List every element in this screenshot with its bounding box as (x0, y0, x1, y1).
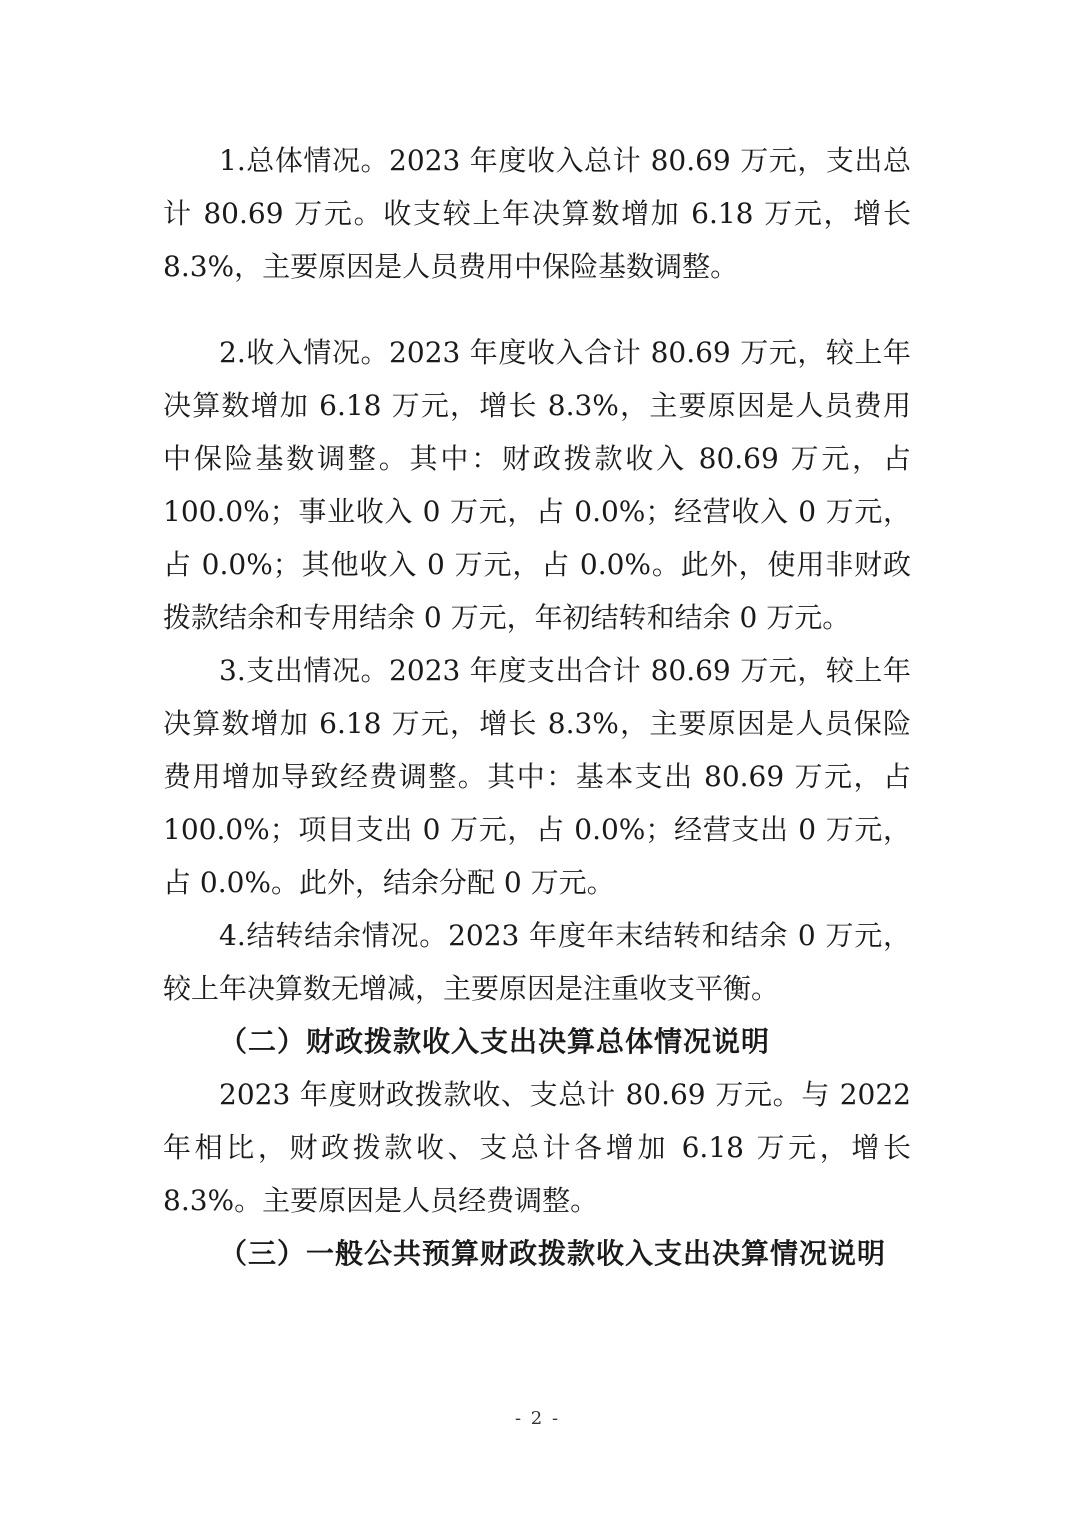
paragraph-carryover: 4.结转结余情况。2023 年度年末结转和结余 0 万元，较上年决算数无增减，主要原因是注重收支平衡。 (163, 919, 911, 1005)
paragraph-income: 2.收入情况。2023 年度收入合计 80.69 万元，较上年决算数增加 6.18 万元，增长 8.3%，主要原因是人员费用中保险基数调整。其中：财政拨款收入 80.69 万元，占 100.0%；事业收入 0 万元，占 0.0%；经营收入 0 万元，占 0.0%；其他收入 0 万元，占 0.0%。此外，使用非财政拨款结余和专用结余 0 万元，年初结转和结余 0 万元。 (163, 336, 911, 634)
paragraph-expenditure: 3.支出情况。2023 年度支出合计 80.69 万元，较上年决算数增加 6.18 万元，增长 8.3%，主要原因是人员保险费用增加导致经费调整。其中：基本支出 80.69 万元，占 100.0%；项目支出 0 万元，占 0.0%；经营支出 0 万元，占 0.0%。此外，结余分配 0 万元。 (163, 654, 911, 899)
section-heading-2: （二）财政拨款收入支出决算总体情况说明 (219, 1025, 771, 1058)
paragraph-fiscal-total: 2023 年度财政拨款收、支总计 80.69 万元。与 2022 年相比，财政拨款收、支总计各增加 6.18 万元，增长 8.3%。主要原因是人员经费调整。 (163, 1078, 911, 1217)
section-heading-3: （三）一般公共预算财政拨款收入支出决算情况说明 (219, 1237, 887, 1270)
page-number: - 2 - (514, 1408, 561, 1429)
document-body (163, 134, 911, 1280)
paragraph-overall: 1.总体情况。2023 年度收入总计 80.69 万元，支出总计 80.69 万元。收支较上年决算数增加 6.18 万元，增长 8.3%，主要原因是人员费用中保险基数调整。 (163, 144, 911, 283)
